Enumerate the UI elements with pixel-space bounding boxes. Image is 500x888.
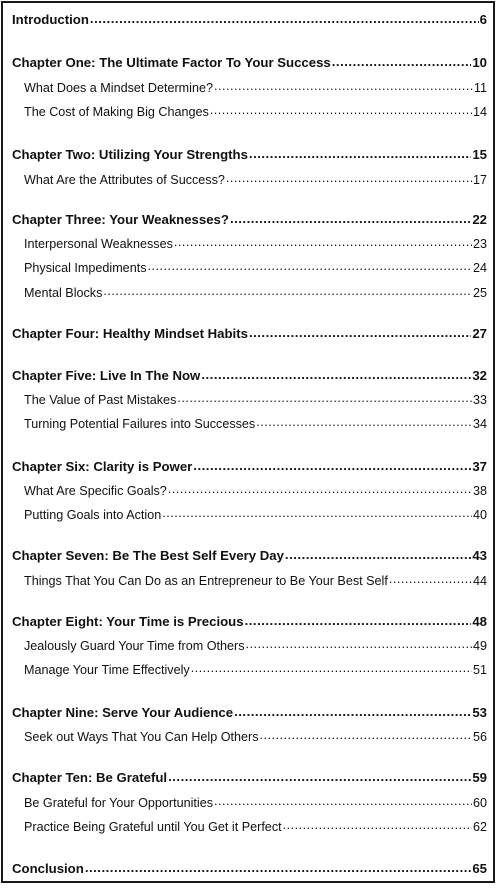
toc-entry-introduction[interactable]	[12, 11, 487, 27]
toc-entry-section[interactable]	[24, 171, 487, 187]
toc-page-number: 43	[472, 548, 487, 564]
dot-leader	[389, 572, 472, 585]
toc-title: Turning Potential Failures into Successes	[24, 416, 256, 431]
toc-title: Chapter Three: Your Weaknesses?	[12, 212, 229, 228]
toc-page-number: 15	[472, 147, 487, 163]
toc-page-number: 33	[472, 392, 487, 407]
dot-leader	[260, 728, 472, 741]
dot-leader	[256, 415, 472, 428]
toc-page-number: 24	[472, 260, 487, 275]
toc-entry-chapter-four[interactable]	[12, 325, 487, 341]
dot-leader	[285, 547, 471, 560]
toc-page-number: 14	[472, 104, 487, 119]
toc-entry-conclusion[interactable]	[12, 860, 487, 876]
toc-page-number: 53	[472, 705, 487, 721]
dot-leader	[283, 818, 472, 831]
toc-entry-section[interactable]	[24, 637, 487, 653]
toc-entry-section[interactable]	[24, 284, 487, 300]
dot-leader	[234, 704, 471, 717]
toc-entry-chapter-five[interactable]	[12, 367, 487, 383]
dot-leader	[103, 284, 472, 297]
dot-leader	[230, 211, 471, 224]
toc-entry-section[interactable]	[24, 661, 487, 677]
dot-leader	[193, 458, 471, 471]
toc-page-number: 40	[472, 507, 487, 522]
dot-leader	[249, 325, 471, 338]
dot-leader	[249, 146, 471, 159]
toc-title: Mental Blocks	[24, 285, 103, 300]
toc-title: Chapter Two: Utilizing Your Strengths	[12, 147, 248, 163]
toc-page-number: 27	[472, 326, 487, 342]
dot-leader	[162, 506, 472, 519]
dot-leader	[214, 794, 472, 807]
toc-entry-section[interactable]	[24, 235, 487, 251]
toc-page-number: 34	[472, 416, 487, 431]
dot-leader	[214, 79, 473, 92]
toc-entry-section[interactable]	[24, 103, 487, 119]
toc-title: Seek out Ways That You Can Help Others	[24, 729, 259, 744]
toc-title: Practice Being Grateful until You Get it Perfect	[24, 819, 282, 834]
toc-entry-section[interactable]	[24, 482, 487, 498]
toc-entry-chapter-nine[interactable]	[12, 704, 487, 720]
toc-entry-chapter-three[interactable]	[12, 211, 487, 227]
toc-entry-section[interactable]	[24, 794, 487, 810]
dot-leader	[85, 860, 472, 873]
toc-page-number: 23	[472, 236, 487, 251]
dot-leader	[168, 482, 472, 495]
toc-entry-chapter-seven[interactable]	[12, 547, 487, 563]
toc-page-number: 6	[479, 12, 487, 28]
dot-leader	[245, 613, 472, 626]
toc-page-number: 44	[472, 573, 487, 588]
toc-title: Chapter Seven: Be The Best Self Every Day	[12, 548, 284, 564]
toc-entry-chapter-six[interactable]	[12, 458, 487, 474]
toc-entry-section[interactable]	[24, 818, 487, 834]
toc-page-number: 62	[472, 819, 487, 834]
toc-title: Interpersonal Weaknesses	[24, 236, 173, 251]
toc-title: What Are Specific Goals?	[24, 483, 167, 498]
toc-entry-section[interactable]	[24, 415, 487, 431]
toc-title: Things That You Can Do as an Entrepreneur to Be Your Best Self	[24, 573, 388, 588]
toc-title: Manage Your Time Effectively	[24, 662, 190, 677]
toc-page-number: 10	[472, 55, 487, 71]
toc-title: Be Grateful for Your Opportunities	[24, 795, 214, 810]
toc-page-number: 17	[472, 172, 487, 187]
dot-leader	[246, 637, 472, 650]
toc-page-number: 56	[472, 729, 487, 744]
toc-page-number: 48	[472, 614, 487, 630]
toc-entry-chapter-ten[interactable]	[12, 769, 487, 785]
dot-leader	[168, 769, 471, 782]
dot-leader	[226, 171, 472, 184]
toc-entry-section[interactable]	[24, 728, 487, 744]
toc-entry-section[interactable]	[24, 79, 487, 95]
toc-page-number: 59	[472, 770, 487, 786]
dot-leader	[201, 367, 471, 380]
toc-title: Physical Impediments	[24, 260, 147, 275]
toc-title: Chapter One: The Ultimate Factor To Your Success	[12, 55, 331, 71]
dot-leader	[148, 259, 472, 272]
toc-title: Chapter Eight: Your Time is Precious	[12, 614, 244, 630]
toc-title: The Value of Past Mistakes	[24, 392, 177, 407]
dot-leader	[210, 103, 472, 116]
toc-page-number: 37	[472, 459, 487, 475]
toc-page-number: 51	[472, 662, 487, 677]
toc-title: The Cost of Making Big Changes	[24, 104, 209, 119]
toc-page-number: 11	[473, 80, 487, 95]
dot-leader	[191, 661, 472, 674]
toc-title: What Does a Mindset Determine?	[24, 80, 213, 95]
toc-page-number: 32	[472, 368, 487, 384]
toc-title: Chapter Ten: Be Grateful	[12, 770, 168, 786]
toc-entry-chapter-one[interactable]	[12, 54, 487, 70]
dot-leader	[177, 391, 472, 404]
toc-page-number: 65	[472, 861, 487, 877]
toc-page-number: 60	[472, 795, 487, 810]
toc-entry-section[interactable]	[24, 259, 487, 275]
toc-page-number: 25	[472, 285, 487, 300]
toc-title: What Are the Attributes of Success?	[24, 172, 225, 187]
toc-entry-chapter-eight[interactable]	[12, 613, 487, 629]
toc-entry-chapter-two[interactable]	[12, 146, 487, 162]
toc-entry-section[interactable]	[24, 506, 487, 522]
dot-leader	[332, 54, 472, 67]
toc-title: Conclusion	[12, 861, 84, 877]
toc-title: Chapter Nine: Serve Your Audience	[12, 705, 234, 721]
toc-title: Putting Goals into Action	[24, 507, 162, 522]
dot-leader	[90, 11, 479, 24]
toc-page-number: 22	[472, 212, 487, 228]
toc-title: Introduction	[12, 12, 89, 28]
toc-title: Chapter Five: Live In The Now	[12, 368, 201, 384]
dot-leader	[174, 235, 472, 248]
toc-page-number: 49	[472, 638, 487, 653]
toc-title: Jealously Guard Your Time from Others	[24, 638, 245, 653]
toc-title: Chapter Four: Healthy Mindset Habits	[12, 326, 248, 342]
toc-entry-section[interactable]	[24, 572, 487, 588]
toc-title: Chapter Six: Clarity is Power	[12, 459, 193, 475]
toc-page-number: 38	[472, 483, 487, 498]
toc-entry-section[interactable]	[24, 391, 487, 407]
